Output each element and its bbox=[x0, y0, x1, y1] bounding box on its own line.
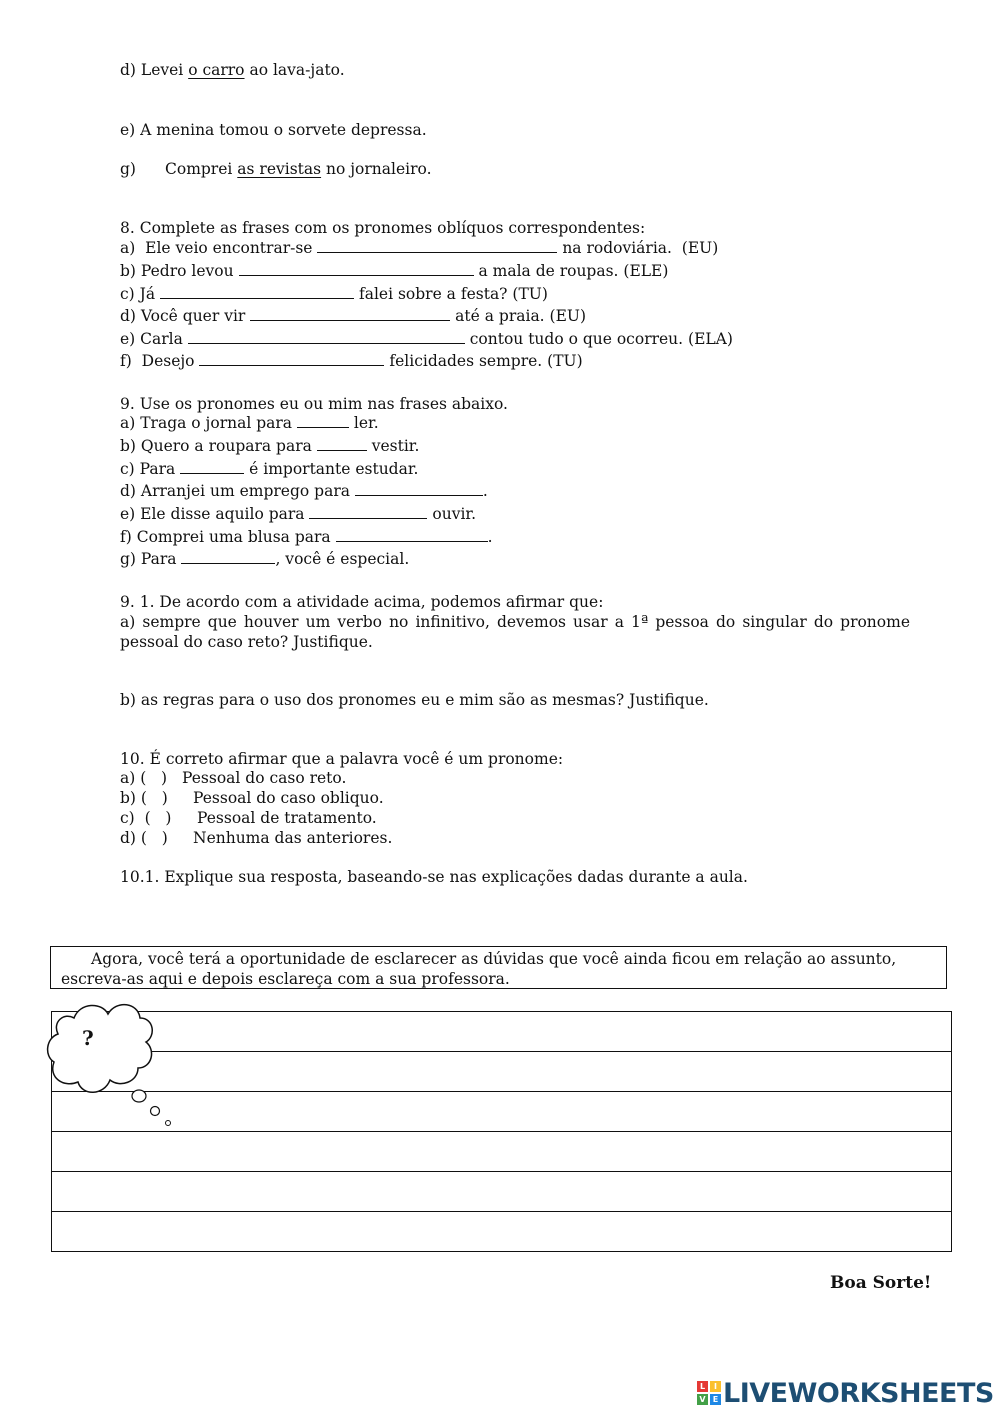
q10-option-c[interactable]: c) ( ) Pessoal de tratamento. bbox=[120, 809, 377, 827]
q8-f-blank[interactable] bbox=[199, 351, 384, 366]
writing-line bbox=[52, 1131, 951, 1132]
q91-item-b: b) as regras para o uso dos pronomes eu e mim são as mesmas? Justifique. bbox=[120, 691, 709, 709]
q8-item-b: b) Pedro levou a mala de roupas. (ELE) bbox=[120, 262, 669, 280]
q8-item-a: a) Ele veio encontrar-se na rodoviária. (EU) bbox=[120, 239, 719, 257]
q9-item-d: d) Arranjei um emprego para . bbox=[120, 482, 488, 500]
q101-prompt: 10.1. Explique sua resposta, baseando-se nas explicações dadas durante a aula. bbox=[120, 868, 748, 886]
q8-b-blank[interactable] bbox=[239, 261, 474, 276]
q8-c-blank[interactable] bbox=[160, 284, 354, 299]
q9-e-blank[interactable] bbox=[309, 504, 427, 519]
notes-instruction-box: Agora, você terá a oportunidade de esclarecer as dúvidas que você ainda ficou em relação ao assunto, escreva-as aqui e depois esclareça com a sua professora. bbox=[50, 946, 947, 989]
q8-e-blank[interactable] bbox=[188, 329, 465, 344]
q10-title: 10. É correto afirmar que a palavra você é um pronome: bbox=[120, 750, 564, 768]
q8-title: 8. Complete as frases com os pronomes oblíquos correspondentes: bbox=[120, 219, 646, 237]
closing-text: Boa Sorte! bbox=[830, 1273, 932, 1293]
logo-tile: V bbox=[697, 1394, 708, 1405]
q9-item-g: g) Para , você é especial. bbox=[120, 550, 410, 568]
q7-item-e: e) A menina tomou o sorvete depressa. bbox=[120, 121, 427, 139]
thought-cloud-icon bbox=[44, 996, 184, 1136]
q91-item-a: a) sempre que houver um verbo no infinitivo, devemos usar a 1ª pessoa do singular do pronome pessoal do caso reto? Justifique. bbox=[120, 613, 910, 651]
notes-writing-area[interactable] bbox=[51, 1011, 952, 1252]
q9-a-blank[interactable] bbox=[297, 413, 349, 428]
liveworksheets-logo[interactable] bbox=[697, 1378, 994, 1408]
logo-text: LIVEWORKSHEETS bbox=[723, 1377, 994, 1409]
q8-item-e: e) Carla contou tudo o que ocorreu. (ELA) bbox=[120, 330, 733, 348]
q9-g-blank[interactable] bbox=[181, 549, 275, 564]
q9-f-blank[interactable] bbox=[336, 527, 488, 542]
logo-tile: L bbox=[697, 1381, 708, 1392]
logo-icon bbox=[697, 1381, 721, 1405]
writing-line bbox=[52, 1171, 951, 1172]
q9-item-f: f) Comprei uma blusa para . bbox=[120, 528, 493, 546]
q10-option-b[interactable]: b) ( ) Pessoal do caso obliquo. bbox=[120, 789, 384, 807]
cloud-bubble bbox=[166, 1121, 171, 1126]
q10-option-a[interactable]: a) ( ) Pessoal do caso reto. bbox=[120, 769, 347, 787]
q91-title: 9. 1. De acordo com a atividade acima, podemos afirmar que: bbox=[120, 593, 604, 611]
q9-item-c: c) Para é importante estudar. bbox=[120, 460, 419, 478]
logo-tile: I bbox=[710, 1381, 721, 1392]
cloud-bubble bbox=[151, 1107, 160, 1116]
q9-b-blank[interactable] bbox=[317, 436, 367, 451]
q8-d-blank[interactable] bbox=[250, 306, 450, 321]
q9-item-e: e) Ele disse aquilo para ouvir. bbox=[120, 505, 477, 523]
cloud-bubble bbox=[132, 1090, 146, 1102]
logo-tile: E bbox=[710, 1394, 721, 1405]
q7-item-g: g) Comprei as revistas no jornaleiro. bbox=[120, 160, 432, 178]
q8-item-f: f) Desejo felicidades sempre. (TU) bbox=[120, 352, 583, 370]
q9-title: 9. Use os pronomes eu ou mim nas frases abaixo. bbox=[120, 395, 508, 413]
q7-item-d: d) Levei o carro ao lava-jato. bbox=[120, 61, 345, 79]
q9-item-b: b) Quero a roupara para vestir. bbox=[120, 437, 420, 455]
writing-line bbox=[52, 1051, 951, 1052]
question-mark: ? bbox=[82, 1026, 94, 1050]
writing-line bbox=[52, 1091, 951, 1092]
q9-item-a: a) Traga o jornal para ler. bbox=[120, 414, 379, 432]
writing-line bbox=[52, 1211, 951, 1212]
q8-item-c: c) Já falei sobre a festa? (TU) bbox=[120, 285, 548, 303]
q9-c-blank[interactable] bbox=[180, 459, 244, 474]
q10-option-d[interactable]: d) ( ) Nenhuma das anteriores. bbox=[120, 829, 393, 847]
cloud-shape bbox=[48, 1005, 153, 1093]
q8-item-d: d) Você quer vir até a praia. (EU) bbox=[120, 307, 587, 325]
q9-d-blank[interactable] bbox=[355, 481, 483, 496]
q8-a-blank[interactable] bbox=[317, 238, 557, 253]
